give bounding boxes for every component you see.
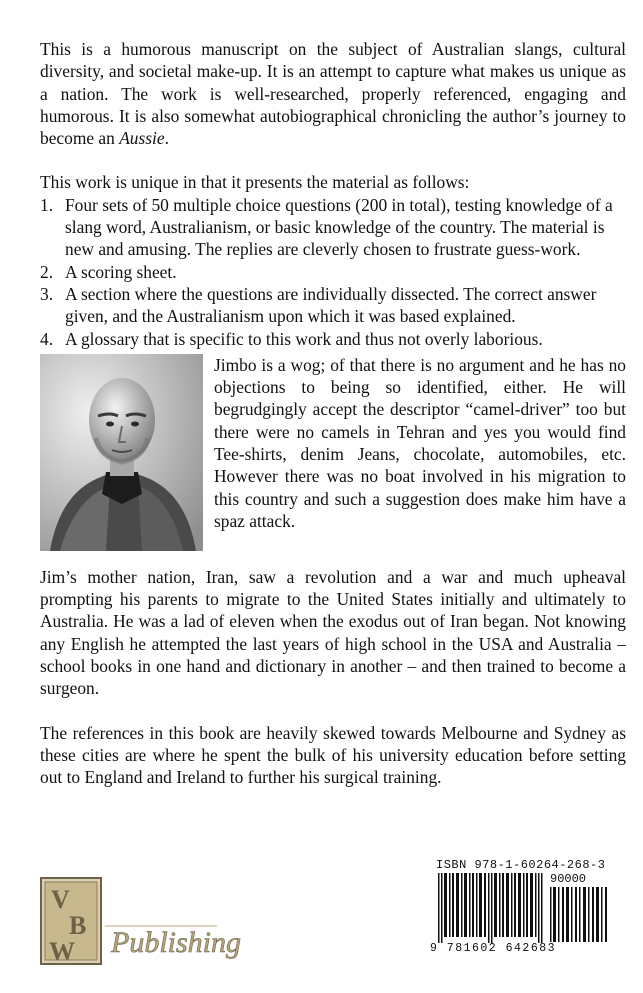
mother-nation-paragraph: Jim’s mother nation, Iran, saw a revolution and a war and much upheaval prompting his parents to migrate to the United States initially and ultimately to Australia. He was a lad of eleven when the exodus out of Iran began. Not knowing any English he attempted the last years of high school in the USA and Australia – school books in one hand and dictionary in another – and then trained to become a surgeon. xyxy=(40,566,626,699)
isbn-text: ISBN 978-1-60264-268-3 xyxy=(436,858,606,872)
bio-paragraph: Jimbo is a wog; of that there is no argument and he has no objections to being so identified, either. He will begrudgingly accept the descriptor “camel-driver” too but there were no camels in Tehran and yes you would find Tee-shirts, denim Jeans, chocolate, automobiles, etc. However there was no boat involved in his migration to this country and such a suggestion does make him have a spaz attack. xyxy=(214,354,626,531)
logo-letter-w: W xyxy=(49,937,75,966)
back-cover-text xyxy=(40,38,626,789)
logo-letter-v: V xyxy=(51,885,70,914)
cover-footer xyxy=(0,855,643,993)
ean-digits: 9 781602 642683 xyxy=(430,942,557,955)
logo-wordmark: Publishing xyxy=(111,926,242,959)
list-item: 3. A section where the questions are individually dissected. The correct answer given, and the Australianism upon which it was based explained. xyxy=(40,283,597,327)
references-paragraph: The references in this book are heavily skewed towards Melbourne and Sydney as these cities are where he spent the bulk of his university education before setting out to England and Ireland to further his surgical training. xyxy=(40,722,626,788)
author-photo xyxy=(40,354,203,551)
author-bio xyxy=(40,354,626,554)
aussie-emphasis: Aussie xyxy=(119,128,165,149)
ean-bars xyxy=(438,873,546,943)
publisher-logo xyxy=(41,878,242,974)
isbn-barcode xyxy=(430,858,615,960)
addon-bars xyxy=(550,887,610,942)
intro-paragraph: This is a humorous manuscript on the subject of Australian slangs, cultural diversity, and societal make-up. It is an attempt to capture what makes us unique as a nation. The work is well-researched, properly referenced, engaging and humorous. It is also somewhat autobiographical chronicling the author’s journey to become an Aussie. xyxy=(40,39,626,149)
logo-letter-b: B xyxy=(69,911,87,940)
list-item: 2. A scoring sheet. xyxy=(40,261,177,282)
list-item: 1. Four sets of 50 multiple choice questions (200 in total), testing knowledge of a slang word, Australianism, or basic knowledge of the country. The material is new and amusing. The replies are cleverly chosen to frustrate guess-work. xyxy=(40,194,613,260)
list-item: 4. A glossary that is specific to this work and thus not overly laborious. xyxy=(40,328,543,349)
price-code: 90000 xyxy=(550,872,587,886)
feature-list xyxy=(40,194,626,350)
list-intro: This work is unique in that it presents the material as follows: xyxy=(40,172,470,193)
